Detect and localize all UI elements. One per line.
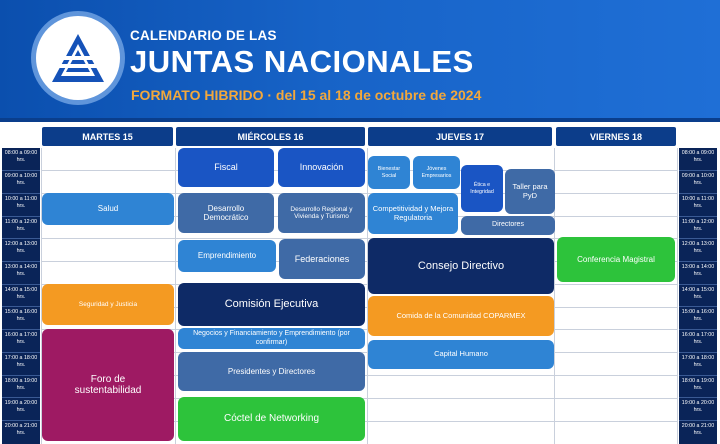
time-slot: 09:00 a 10:00 hrs. bbox=[679, 171, 717, 194]
time-slot: 13:00 a 14:00 hrs. bbox=[2, 262, 40, 285]
event-taller-pyd[interactable]: Taller para PyD bbox=[505, 169, 555, 214]
event-foro-sustentabilidad[interactable]: Foro de sustentabilidad bbox=[42, 329, 174, 441]
time-slot: 14:00 a 15:00 hrs. bbox=[2, 285, 40, 307]
time-slot: 18:00 a 19:00 hrs. bbox=[679, 376, 717, 398]
event-federaciones[interactable]: Federaciones bbox=[279, 239, 365, 279]
time-column-left bbox=[2, 148, 40, 444]
event-competitividad[interactable]: Competitividad y Mejora Regulatoria bbox=[368, 193, 458, 234]
time-slot: 10:00 a 11:00 hrs. bbox=[2, 194, 40, 217]
event-salud[interactable]: Salud bbox=[42, 193, 174, 225]
time-slot: 08:00 a 09:00 hrs. bbox=[2, 148, 40, 171]
time-slot: 19:00 a 20:00 hrs. bbox=[679, 398, 717, 421]
day-header-jueves: JUEVES 17 bbox=[368, 127, 552, 146]
time-slot: 20:00 a 21:00 hrs. bbox=[4, 423, 38, 436]
day-header-miercoles: MIÉRCOLES 16 bbox=[176, 127, 365, 146]
event-presidentes-directores[interactable]: Presidentes y Directores bbox=[178, 352, 365, 391]
event-desarrollo-regional[interactable]: Desarrollo Regional y Vivienda y Turismo bbox=[278, 193, 365, 233]
event-dates: FORMATO HIBRIDO · del 15 al 18 de octubre de 2024 bbox=[131, 87, 482, 103]
event-fiscal[interactable]: Fiscal bbox=[178, 148, 274, 187]
grid-divider bbox=[677, 148, 678, 444]
time-slot: 19:00 a 20:00 hrs. bbox=[2, 398, 40, 421]
event-directores[interactable]: Directores bbox=[461, 216, 555, 235]
event-consejo-directivo[interactable]: Consejo Directivo bbox=[368, 238, 554, 294]
time-slot: 16:00 a 17:00 hrs. bbox=[679, 330, 717, 353]
event-seguridad-justicia[interactable]: Seguridad y Justicia bbox=[42, 284, 174, 325]
time-slot: 09:00 a 10:00 hrs. bbox=[2, 171, 40, 194]
time-slot: 12:00 a 13:00 hrs. bbox=[679, 239, 717, 262]
coparmex-logo bbox=[36, 16, 120, 100]
time-slot: 11:00 a 12:00 hrs. bbox=[2, 217, 40, 239]
time-slot: 12:00 a 13:00 hrs. bbox=[2, 239, 40, 262]
time-slot: 10:00 a 11:00 hrs. bbox=[679, 194, 717, 217]
event-negocios[interactable]: Negocios y Financiamiento y Emprendimiento (por confirmar) bbox=[178, 328, 365, 349]
time-slot: 11:00 a 12:00 hrs. bbox=[679, 217, 717, 239]
event-bienestar-social[interactable]: Bienestar Social bbox=[368, 156, 410, 189]
time-slot: 13:00 a 14:00 hrs. bbox=[679, 262, 717, 285]
time-slot: 14:00 a 15:00 hrs. bbox=[679, 285, 717, 307]
event-coctel-networking[interactable]: Cóctel de Networking bbox=[178, 397, 365, 441]
day-header-martes: MARTES 15 bbox=[42, 127, 173, 146]
day-header-viernes: VIERNES 18 bbox=[556, 127, 676, 146]
time-slot: 15:00 a 16:00 hrs. bbox=[679, 307, 717, 330]
event-capital-humano[interactable]: Capital Humano bbox=[368, 340, 554, 369]
header-banner bbox=[0, 0, 720, 122]
time-slot: 20:00 a 21:00 hrs. bbox=[681, 423, 715, 436]
time-slot: 17:00 a 18:00 hrs. bbox=[2, 353, 40, 376]
event-desarrollo-democratico[interactable]: Desarrollo Democrático bbox=[178, 193, 274, 233]
event-innovacion[interactable]: Innovación bbox=[278, 148, 365, 187]
time-column-right bbox=[679, 148, 717, 444]
schedule-grid bbox=[0, 124, 720, 444]
event-etica-integridad[interactable]: Ética e Integridad bbox=[461, 165, 503, 212]
logo-icon bbox=[48, 30, 108, 86]
event-jovenes-empresarios[interactable]: Jóvenes Empresarios bbox=[413, 156, 460, 189]
event-emprendimiento[interactable]: Emprendimiento bbox=[178, 240, 276, 272]
event-comida-coparmex[interactable]: Comida de la Comunidad COPARMEX bbox=[368, 296, 554, 336]
event-comision-ejecutiva[interactable]: Comisión Ejecutiva bbox=[178, 283, 365, 326]
time-slot: 15:00 a 16:00 hrs. bbox=[2, 307, 40, 330]
time-slot: 17:00 a 18:00 hrs. bbox=[679, 353, 717, 376]
time-slot: 18:00 a 19:00 hrs. bbox=[2, 376, 40, 398]
header-subtitle: CALENDARIO DE LAS bbox=[130, 28, 277, 43]
time-slot: 16:00 a 17:00 hrs. bbox=[2, 330, 40, 353]
event-conferencia-magistral[interactable]: Conferencia Magistral bbox=[557, 237, 675, 282]
time-slot: 08:00 a 09:00 hrs. bbox=[679, 148, 717, 171]
page-title: JUNTAS NACIONALES bbox=[130, 44, 474, 79]
